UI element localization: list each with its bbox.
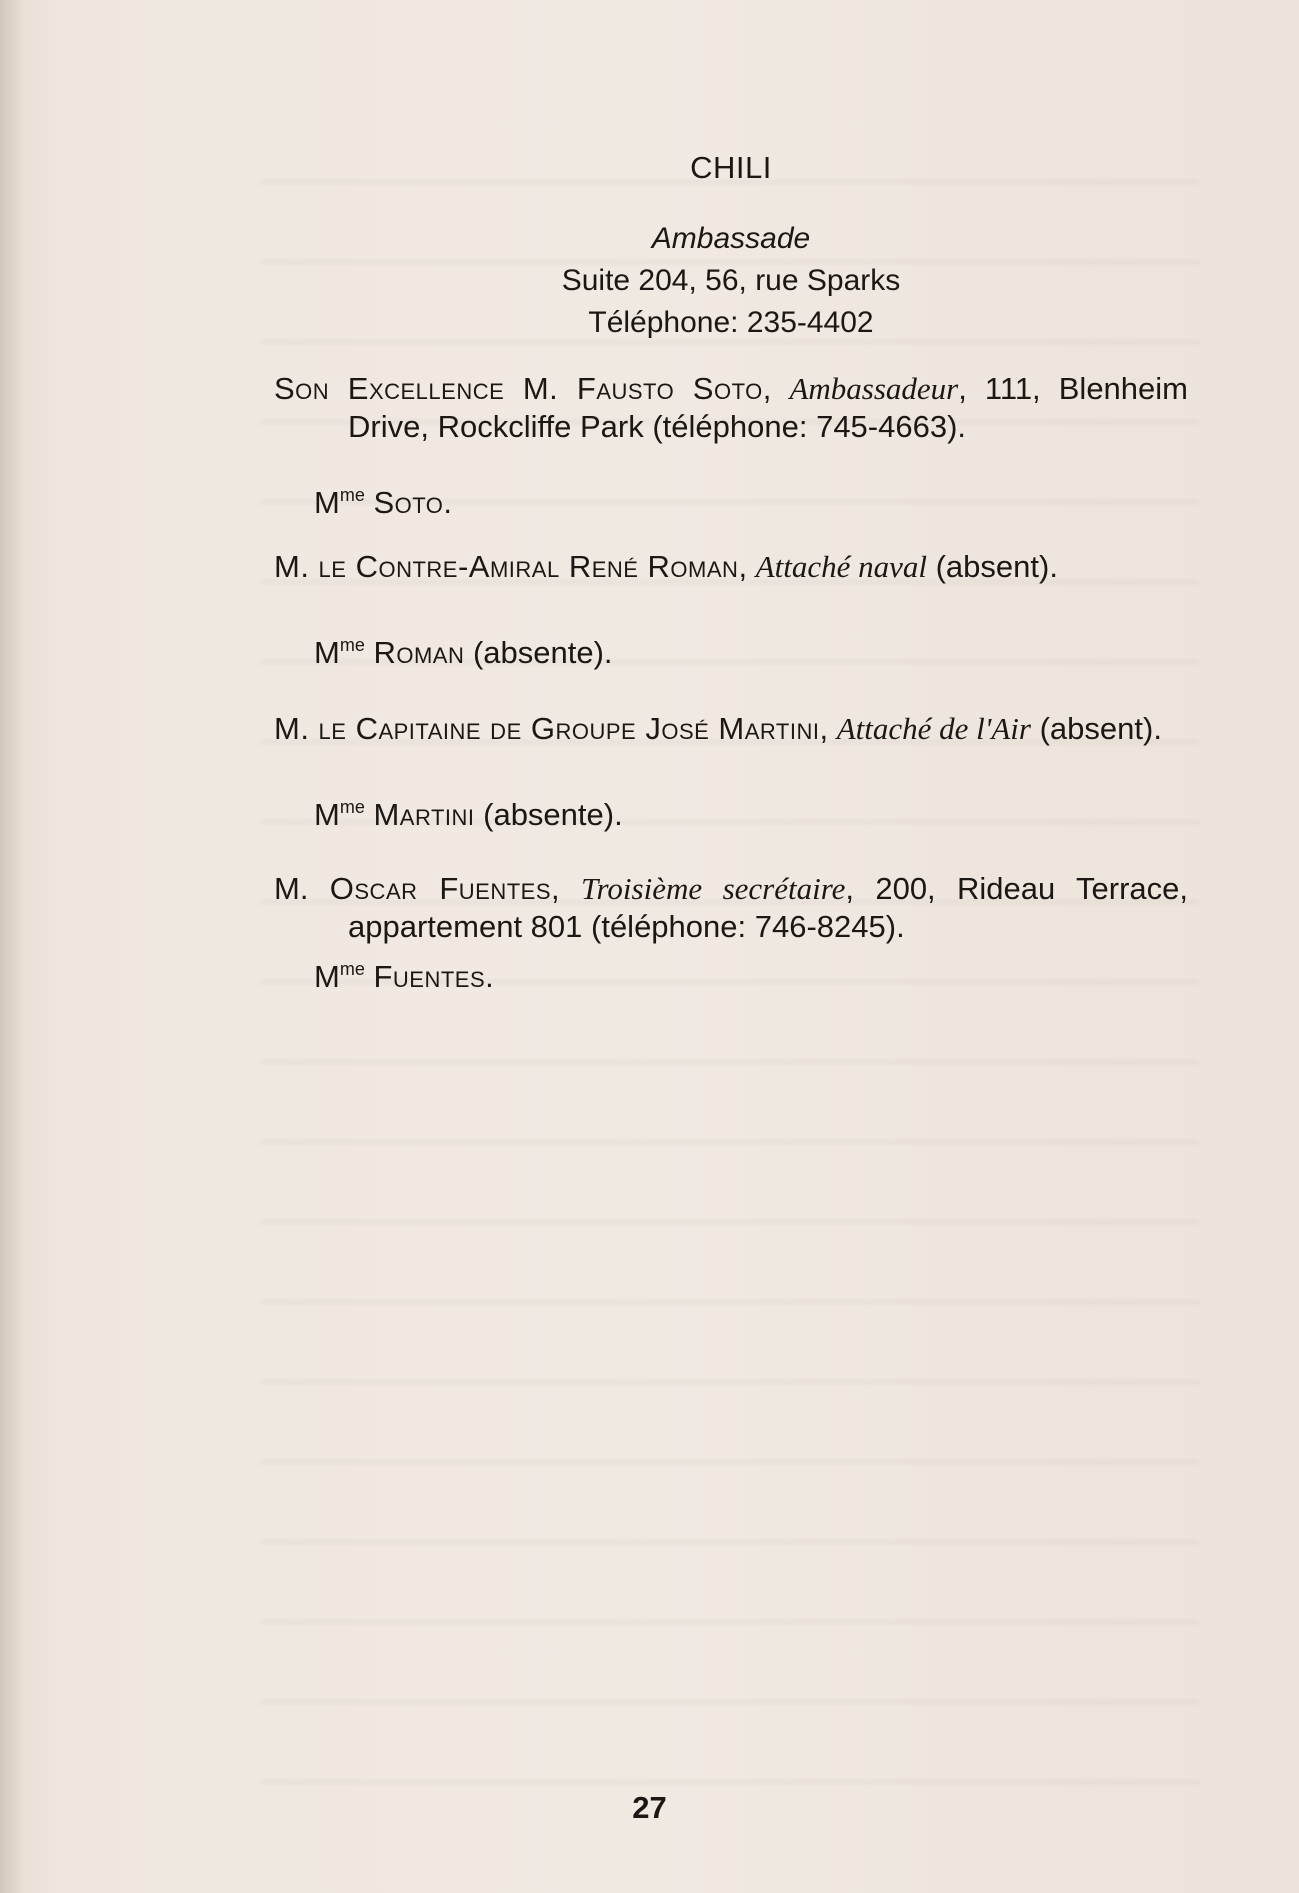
entry-details: (absent). xyxy=(1030,711,1162,746)
staff-entry-third-secretary xyxy=(274,870,1188,946)
staff-entry-naval-attache xyxy=(274,548,1188,586)
country-heading: CHILI xyxy=(690,150,772,185)
spouse-entry xyxy=(314,788,623,834)
spouse-entry xyxy=(314,626,613,672)
entry-name: Fausto Soto xyxy=(576,371,763,406)
entry-separator: , xyxy=(738,549,756,584)
spouse-initial: M xyxy=(314,797,340,832)
entry-title: Attaché de l'Air xyxy=(836,711,1031,746)
mission-telephone: Téléphone: 235-4402 xyxy=(588,306,874,339)
entry-details: , 200, Rideau Terrace, appartement 801 (téléphone: 746-8245). xyxy=(348,871,1188,944)
book-spine-shadow xyxy=(0,0,22,1893)
spouse-entry xyxy=(314,476,453,522)
spouse-initial: M xyxy=(314,959,340,994)
entry-separator: , xyxy=(819,711,837,746)
spouse-title-sup: me xyxy=(339,635,365,655)
entry-details: , 111, Blenheim Drive, Rockcliffe Park (téléphone: 745-4663). xyxy=(348,371,1188,444)
entry-separator: , xyxy=(551,871,581,906)
spouse-name: Roman xyxy=(373,635,465,670)
spouse-title-sup: me xyxy=(339,485,365,505)
entry-title: Ambassadeur xyxy=(789,371,959,406)
spouse-initial: M xyxy=(314,635,340,670)
entry-separator: , xyxy=(762,371,790,406)
entry-title: Attaché naval xyxy=(755,549,927,584)
page-content xyxy=(274,0,1188,1893)
spouse-entry xyxy=(314,950,494,996)
spouse-initial: M xyxy=(314,485,340,520)
mission-label: Ambassade xyxy=(651,222,811,255)
page-number: 27 xyxy=(632,1790,667,1825)
spouse-note: (absente). xyxy=(464,635,613,670)
staff-entry-ambassador xyxy=(274,370,1188,446)
spouse-name: Martini xyxy=(373,797,475,832)
staff-entry-air-attache xyxy=(274,710,1188,748)
entry-prefix: M. xyxy=(274,871,330,906)
spouse-title-sup: me xyxy=(339,959,365,979)
entry-details: (absent). xyxy=(926,549,1058,584)
entry-prefix: Son Excellence M. xyxy=(274,371,577,406)
spouse-name: Fuentes. xyxy=(373,959,495,994)
spouse-note: (absente). xyxy=(474,797,623,832)
entry-prefix: M. le Contre-Amiral xyxy=(274,549,569,584)
spouse-name: Soto. xyxy=(373,485,453,520)
mission-address: Suite 204, 56, rue Sparks xyxy=(561,264,901,297)
entry-name: José Martini xyxy=(645,711,820,746)
entry-title: Troisième secrétaire xyxy=(580,871,846,906)
spouse-title-sup: me xyxy=(339,797,365,817)
entry-prefix: M. le Capitaine de Groupe xyxy=(274,711,646,746)
entry-name: René Roman xyxy=(568,549,739,584)
entry-name: Oscar Fuentes xyxy=(329,871,552,906)
